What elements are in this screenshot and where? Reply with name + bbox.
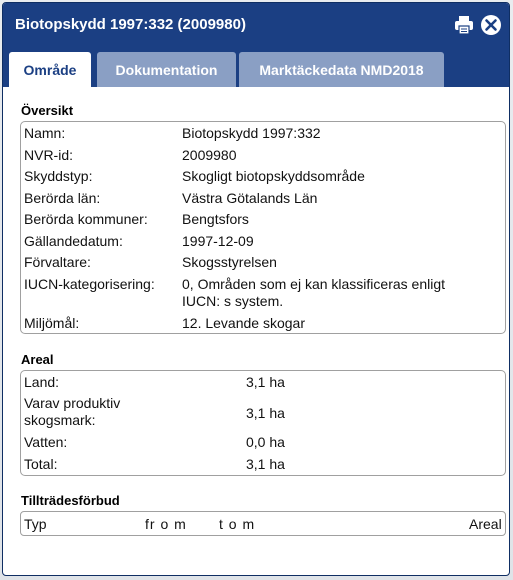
oversikt-table — [20, 121, 506, 334]
row-value: Bengtsfors — [182, 211, 249, 227]
info-dialog — [2, 2, 510, 576]
tab-omrade[interactable]: Område — [9, 52, 91, 88]
column-header-from: fr o m — [145, 516, 187, 532]
printer-icon[interactable] — [453, 14, 475, 36]
row-value: 3,1 ha — [246, 405, 285, 421]
close-icon[interactable] — [480, 14, 502, 36]
row-value: Biotopskydd 1997:332 — [182, 125, 321, 141]
row-value: 2009980 — [182, 147, 237, 163]
row-label: NVR-id: — [24, 147, 74, 163]
section-title-tilltradesforbud: Tillträdesförbud — [21, 493, 120, 508]
row-value: 1997-12-09 — [182, 233, 254, 249]
dialog-title: Biotopskydd 1997:332 (2009980) — [15, 16, 246, 33]
row-label: Total: — [24, 456, 58, 472]
row-value: Västra Götalands Län — [182, 190, 318, 206]
row-value: 3,1 ha — [246, 374, 285, 390]
row-label: Namn: — [24, 125, 66, 141]
row-label: IUCN-kategorisering: — [24, 276, 155, 292]
section-title-oversikt: Översikt — [21, 103, 74, 118]
row-label: Berörda län: — [24, 190, 101, 206]
row-label: Berörda kommuner: — [24, 211, 148, 227]
row-value: 0, Områden som ej kan klassificeras enligt IUCN: s system. — [182, 276, 445, 309]
row-value: Skogsstyrelsen — [182, 254, 277, 270]
column-header-typ: Typ — [24, 516, 47, 532]
column-header-areal: Areal — [469, 516, 502, 532]
row-value: 0,0 ha — [246, 434, 285, 450]
tab-marktackedata[interactable]: Marktäckedata NMD2018 — [239, 52, 444, 87]
row-value: 3,1 ha — [246, 456, 285, 472]
section-title-areal: Areal — [21, 352, 54, 367]
row-value: Skogligt biotopskyddsområde — [182, 168, 365, 184]
column-header-to: t o m — [219, 516, 256, 532]
row-label: Skyddstyp: — [24, 168, 93, 184]
tab-dokumentation[interactable]: Dokumentation — [97, 52, 236, 87]
tilltradesforbud-table — [20, 511, 506, 536]
row-value: 12. Levande skogar — [182, 315, 305, 331]
row-label: Gällandedatum: — [24, 233, 123, 249]
row-label: Land: — [24, 374, 60, 390]
areal-table — [20, 370, 506, 476]
row-label: Varav produktiv skogsmark: — [24, 395, 121, 428]
row-label: Miljömål: — [24, 315, 80, 331]
row-label: Förvaltare: — [24, 254, 91, 270]
dialog-titlebar[interactable] — [3, 3, 509, 87]
row-label: Vatten: — [24, 434, 68, 450]
